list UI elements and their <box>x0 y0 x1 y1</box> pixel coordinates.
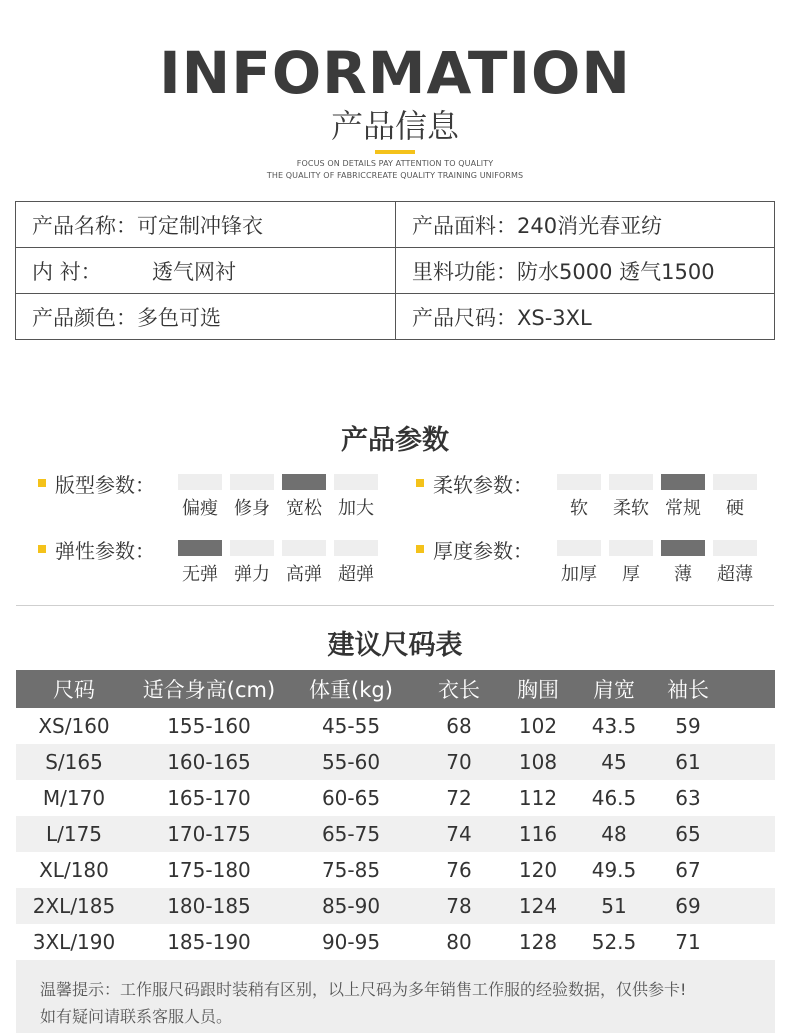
info-label: 内 衬： <box>32 259 102 284</box>
cell-chest: 120 <box>518 858 558 882</box>
cell-length: 74 <box>416 816 502 852</box>
cell-weight: 90-95 <box>321 930 381 954</box>
param-segment <box>557 540 601 556</box>
cell-size: XL/180 <box>39 858 109 882</box>
cell-height: 185-190 <box>167 930 251 954</box>
section-divider <box>16 605 774 606</box>
size-header-row <box>16 670 775 708</box>
info-cell <box>396 294 775 340</box>
param-segment-selected <box>661 540 705 556</box>
cell-height: 165-170 <box>167 786 251 810</box>
info-label: 里料功能： <box>412 259 517 284</box>
param-label: 厚度参数： <box>433 539 533 563</box>
param-segment <box>230 474 274 490</box>
cell-size: L/175 <box>16 816 132 852</box>
cell-weight: 45-55 <box>321 714 381 738</box>
param-option-label: 加厚 <box>561 564 597 585</box>
param-option-label: 高弹 <box>286 564 322 585</box>
cell-size: S/165 <box>16 744 132 780</box>
param-option-label: 宽松 <box>286 498 322 519</box>
row-spacer <box>722 888 775 924</box>
param-segment <box>557 474 601 490</box>
param-option-label: 薄 <box>674 564 692 585</box>
info-value: 透气网衬 <box>152 259 236 284</box>
param-segment-selected <box>282 474 326 490</box>
notice-box <box>16 960 775 1033</box>
cell-shoulder: 46.5 <box>591 786 637 810</box>
cell-size: 3XL/190 <box>32 930 116 954</box>
cell-length: 76 <box>446 858 472 882</box>
param-option-label: 超薄 <box>717 564 753 585</box>
param-option-label: 软 <box>570 498 588 519</box>
cell-shoulder: 51 <box>574 888 654 924</box>
param-option-label: 厚 <box>622 564 640 585</box>
notice-line-1: 温馨提示：工作服尺码跟时装稍有区别，以上尺码为多年销售工作服的经验数据，仅供参卡! <box>40 980 687 999</box>
cell-sleeve: 71 <box>675 930 701 954</box>
param-segment <box>334 474 378 490</box>
info-row <box>16 294 775 340</box>
param-segment <box>334 540 378 556</box>
cell-length: 80 <box>446 930 472 954</box>
title-accent-bar <box>375 150 415 154</box>
info-row <box>16 248 775 294</box>
bullet-icon <box>38 479 46 487</box>
cell-weight: 65-75 <box>286 816 416 852</box>
notice-line-2: 如有疑问请联系客服人员。 <box>40 1007 233 1026</box>
row-spacer <box>722 744 775 780</box>
info-value: 多色可选 <box>137 305 221 330</box>
bullet-icon <box>416 545 424 553</box>
row-spacer <box>722 924 775 960</box>
cell-chest: 128 <box>518 930 558 954</box>
param-segment <box>609 540 653 556</box>
cell-height: 175-180 <box>167 858 251 882</box>
cell-height: 170-175 <box>132 816 286 852</box>
param-option-label: 偏瘦 <box>182 498 218 519</box>
param-segment <box>230 540 274 556</box>
size-chart-table <box>16 670 775 960</box>
info-label: 产品颜色： <box>32 305 137 330</box>
params-title: 产品参数 <box>341 425 449 456</box>
info-row <box>16 202 775 248</box>
param-option-label: 无弹 <box>182 564 218 585</box>
cell-length: 68 <box>446 714 472 738</box>
cell-length: 78 <box>416 888 502 924</box>
size-chart-title: 建议尺码表 <box>327 630 463 661</box>
size-row <box>16 852 775 888</box>
cell-size: XS/160 <box>38 714 110 738</box>
param-option-label: 加大 <box>338 498 374 519</box>
param-option-label: 柔软 <box>613 498 649 519</box>
cell-sleeve: 65 <box>654 816 722 852</box>
header-size: 尺码 <box>16 670 132 708</box>
size-row <box>16 744 775 780</box>
info-cell <box>16 294 396 340</box>
bullet-icon <box>416 479 424 487</box>
info-cell <box>396 248 775 294</box>
param-segment <box>609 474 653 490</box>
header-shoulder: 肩宽 <box>574 670 654 708</box>
cell-shoulder: 48 <box>574 816 654 852</box>
cell-size: 2XL/185 <box>16 888 132 924</box>
cell-weight: 75-85 <box>321 858 381 882</box>
header-height: 适合身高(cm) <box>132 670 286 708</box>
cell-height: 155-160 <box>167 714 251 738</box>
cell-length: 70 <box>416 744 502 780</box>
info-value: 240消光春亚纺 <box>517 213 663 238</box>
param-option-label: 弹力 <box>234 564 270 585</box>
header-weight: 体重(kg) <box>286 670 416 708</box>
info-cell <box>16 248 396 294</box>
size-row <box>16 780 775 816</box>
cell-chest: 124 <box>502 888 574 924</box>
cell-weight: 60-65 <box>321 786 381 810</box>
row-spacer <box>722 852 775 888</box>
header-length: 衣长 <box>416 670 502 708</box>
header-spacer <box>722 670 775 708</box>
product-info-table <box>15 201 775 340</box>
cell-shoulder: 45 <box>574 744 654 780</box>
cell-sleeve: 59 <box>675 714 701 738</box>
info-value: XS-3XL <box>517 305 592 330</box>
size-row <box>16 924 775 960</box>
param-option-label: 超弹 <box>338 564 374 585</box>
param-segment <box>713 540 757 556</box>
cell-chest: 116 <box>502 816 574 852</box>
param-segment-selected <box>178 540 222 556</box>
param-label: 柔软参数： <box>433 473 533 497</box>
info-label: 产品名称： <box>32 213 137 238</box>
cell-sleeve: 61 <box>654 744 722 780</box>
cell-shoulder: 52.5 <box>591 930 637 954</box>
param-option-label: 修身 <box>234 498 270 519</box>
param-segment-selected <box>661 474 705 490</box>
row-spacer <box>722 780 775 816</box>
param-segment <box>178 474 222 490</box>
size-row <box>16 888 775 924</box>
header-sleeve: 袖长 <box>654 670 722 708</box>
cell-sleeve: 69 <box>654 888 722 924</box>
param-label: 弹性参数： <box>55 539 155 563</box>
info-value: 防水5000 透气1500 <box>517 259 715 284</box>
info-cell <box>396 202 775 248</box>
cell-height: 180-185 <box>132 888 286 924</box>
info-label: 产品尺码： <box>412 305 517 330</box>
size-row <box>16 708 775 744</box>
bullet-icon <box>38 545 46 553</box>
param-option-label: 硬 <box>726 498 744 519</box>
cell-sleeve: 63 <box>675 786 701 810</box>
size-row <box>16 816 775 852</box>
cell-chest: 112 <box>518 786 558 810</box>
tagline-2: THE QUALITY OF FABRICCREATE QUALITY TRAINING UNIFORMS <box>266 171 524 180</box>
cell-height: 160-165 <box>132 744 286 780</box>
info-label: 产品面料： <box>412 213 517 238</box>
cell-chest: 108 <box>502 744 574 780</box>
row-spacer <box>722 708 775 744</box>
param-label: 版型参数： <box>55 473 155 497</box>
cell-weight: 85-90 <box>286 888 416 924</box>
info-cell <box>16 202 396 248</box>
row-spacer <box>722 816 775 852</box>
cell-sleeve: 67 <box>675 858 701 882</box>
cell-size: M/170 <box>42 786 106 810</box>
title-cn: 产品信息 <box>330 107 459 145</box>
cell-chest: 102 <box>518 714 558 738</box>
tagline-1: FOCUS ON DETAILS PAY ATTENTION TO QUALITY <box>296 159 494 168</box>
cell-shoulder: 49.5 <box>591 858 637 882</box>
cell-shoulder: 43.5 <box>591 714 637 738</box>
param-segment <box>282 540 326 556</box>
info-value: 可定制冲锋衣 <box>137 213 263 238</box>
param-segment <box>713 474 757 490</box>
param-option-label: 常规 <box>665 498 701 519</box>
cell-weight: 55-60 <box>286 744 416 780</box>
title-en: INFORMATION <box>159 39 631 107</box>
header-chest: 胸围 <box>502 670 574 708</box>
cell-length: 72 <box>446 786 472 810</box>
